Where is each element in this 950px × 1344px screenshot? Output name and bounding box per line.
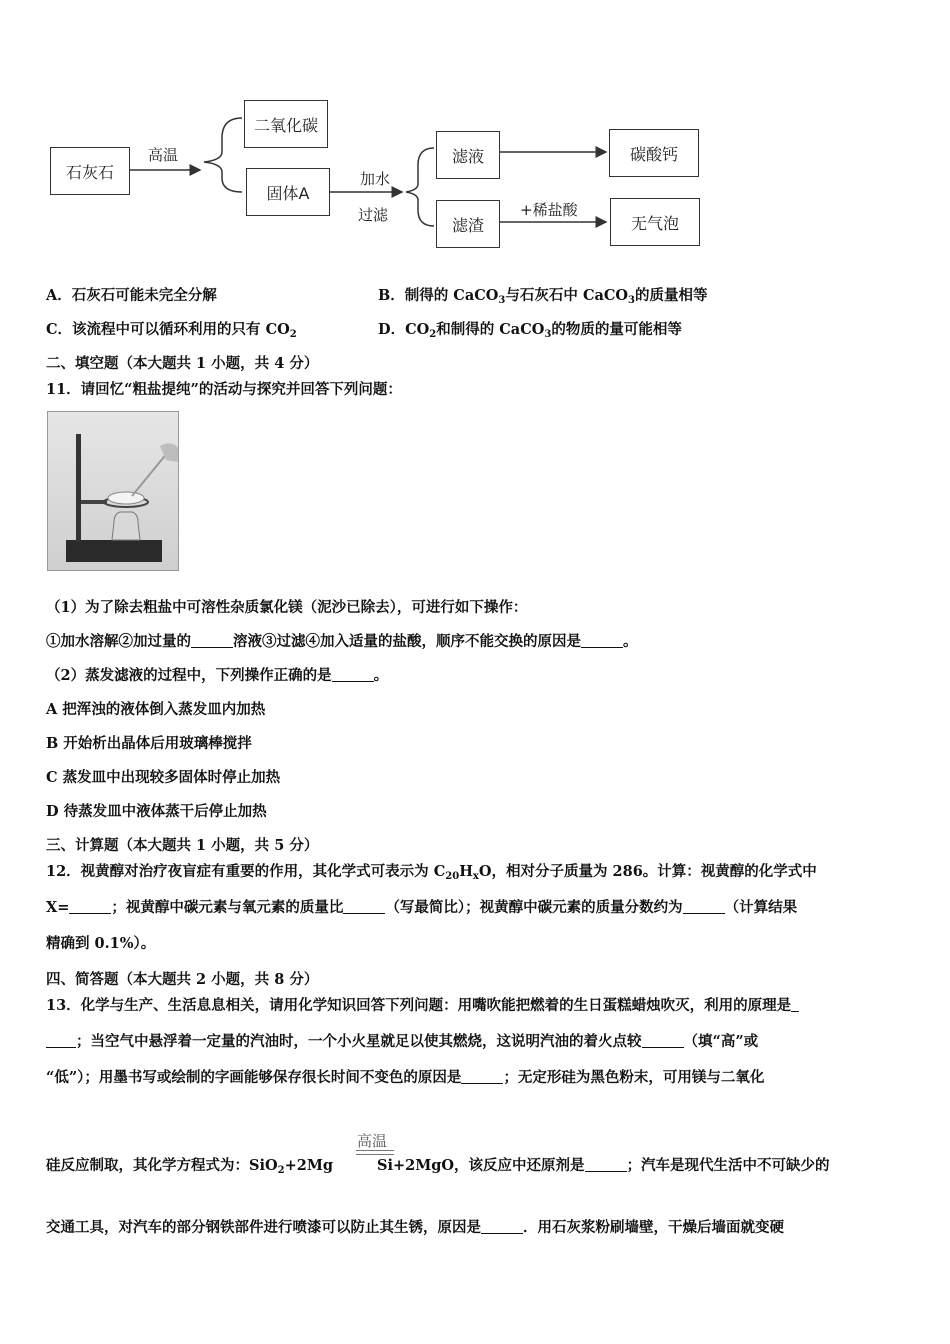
q10-option-a: A．石灰石可能未完全分解 [46, 287, 217, 304]
q11-stem: 11．请回忆“粗盐提纯”的活动与探究并回答下列问题： [46, 381, 402, 398]
section-2-heading: 二、填空题（本大题共 1 小题，共 4 分） [46, 355, 319, 372]
q11-option-b: B 开始析出晶体后用玻璃棒搅拌 [46, 735, 252, 752]
brace-decomposition [204, 118, 242, 192]
answer-blank[interactable] [481, 1219, 523, 1234]
q11-option-d: D 待蒸发皿中液体蒸干后停止加热 [46, 803, 267, 820]
filter-label: 过滤 [358, 206, 389, 224]
answer-blank[interactable] [642, 1033, 684, 1048]
solid-a-box: 固体A [246, 168, 330, 216]
add-hcl-label: +稀盐酸 [520, 201, 578, 219]
answer-blank[interactable] [585, 1157, 627, 1172]
limestone-box: 石灰石 [50, 147, 130, 195]
reaction-condition-label: 高温 [357, 1132, 388, 1150]
answer-blank[interactable] [343, 899, 385, 914]
q11-part1: （1）为了除去粗盐中可溶性杂质氯化镁（泥沙已除去），可进行如下操作： [46, 599, 528, 616]
q11-option-c: C 蒸发皿中出现较多固体时停止加热 [46, 769, 281, 786]
high-temp-label: 高温 [148, 146, 179, 164]
q13-line2: ；当空气中悬浮着一定量的汽油时，一个小火星就足以使其燃烧，这说明汽油的着火点较 （填“高”或 [46, 1032, 758, 1052]
q12-line2: X= ；视黄醇中碳元素与氧元素的质量比 （写最简比）；视黄醇中碳元素的质量分数约为 （计算结果 [46, 899, 798, 916]
residue-box: 滤渣 [436, 200, 500, 248]
answer-blank[interactable] [69, 899, 111, 914]
calcium-carbonate-box: 碳酸钙 [609, 129, 699, 177]
answer-blank[interactable] [581, 633, 623, 648]
section-4-heading: 四、简答题（本大题共 2 小题，共 8 分） [46, 971, 319, 988]
answer-blank[interactable] [461, 1069, 503, 1084]
add-water-label: 加水 [360, 170, 391, 188]
answer-blank[interactable] [791, 997, 799, 1012]
no-bubbles-box: 无气泡 [610, 198, 700, 246]
q12-line1: 12．视黄醇对治疗夜盲症有重要的作用，其化学式可表示为 $C_{20}H_xO$，相对分子质量为 286。计算：视黄醇的化学式中 [46, 863, 817, 882]
q10-option-d: D．$CO_2$和制得的 CaCO$_3$的物质的量可能相等 [378, 321, 682, 340]
co2-box: 二氧化碳 [244, 100, 328, 148]
q13-line4: 硅反应制取，其化学方程式为：SiO$_2$+2Mg Si+2MgO，该反应中还原剂是 ；汽车是现代生活中不可缺少的 [46, 1157, 830, 1176]
answer-blank[interactable] [332, 667, 374, 682]
evaporation-apparatus-illustration [48, 412, 179, 571]
q11-option-a: A 把浑浊的液体倒入蒸发皿内加热 [46, 701, 266, 718]
q13-line1: 13．化学与生产、生活息息相关，请用化学知识回答下列问题：用嘴吹能把燃着的生日蛋糕蜡烛吹灭，利用的原理是 [46, 996, 799, 1016]
q11-part1-steps: ①加水溶解②加过量的 溶液③过滤④加入适量的盐酸，顺序不能交换的原因是 。 [46, 633, 638, 650]
section-3-heading: 三、计算题（本大题共 1 小题，共 5 分） [46, 837, 319, 854]
brace-filtration [406, 148, 434, 226]
q13-line5: 交通工具，对汽车的部分钢铁部件进行喷漆可以防止其生锈，原因是 ．用石灰浆粉刷墙壁，干燥后墙面就变硬 [46, 1219, 784, 1236]
q10-option-b: B．制得的 CaCO$_3$与石灰石中 CaCO$_3$的质量相等 [378, 287, 708, 306]
q13-line3: “低”）；用墨书写或绘制的字画能够保存很长时间不变色的原因是 ；无定形硅为黑色粉末，可用镁与二氧化 [46, 1069, 765, 1086]
answer-blank[interactable] [191, 633, 233, 648]
filtrate-box: 滤液 [436, 131, 500, 179]
reaction-equals-sign [356, 1150, 394, 1155]
q10-option-c: C．该流程中可以循环利用的只有 $CO_2$ [46, 321, 297, 340]
answer-blank[interactable] [683, 899, 725, 914]
diagram-connectors [0, 0, 950, 260]
q11-part2: （2）蒸发滤液的过程中，下列操作正确的是 。 [46, 667, 389, 684]
q12-line3: 精确到 0.1%）。 [46, 935, 156, 952]
evaporation-apparatus-photo [47, 411, 179, 571]
answer-blank[interactable] [46, 1033, 76, 1048]
